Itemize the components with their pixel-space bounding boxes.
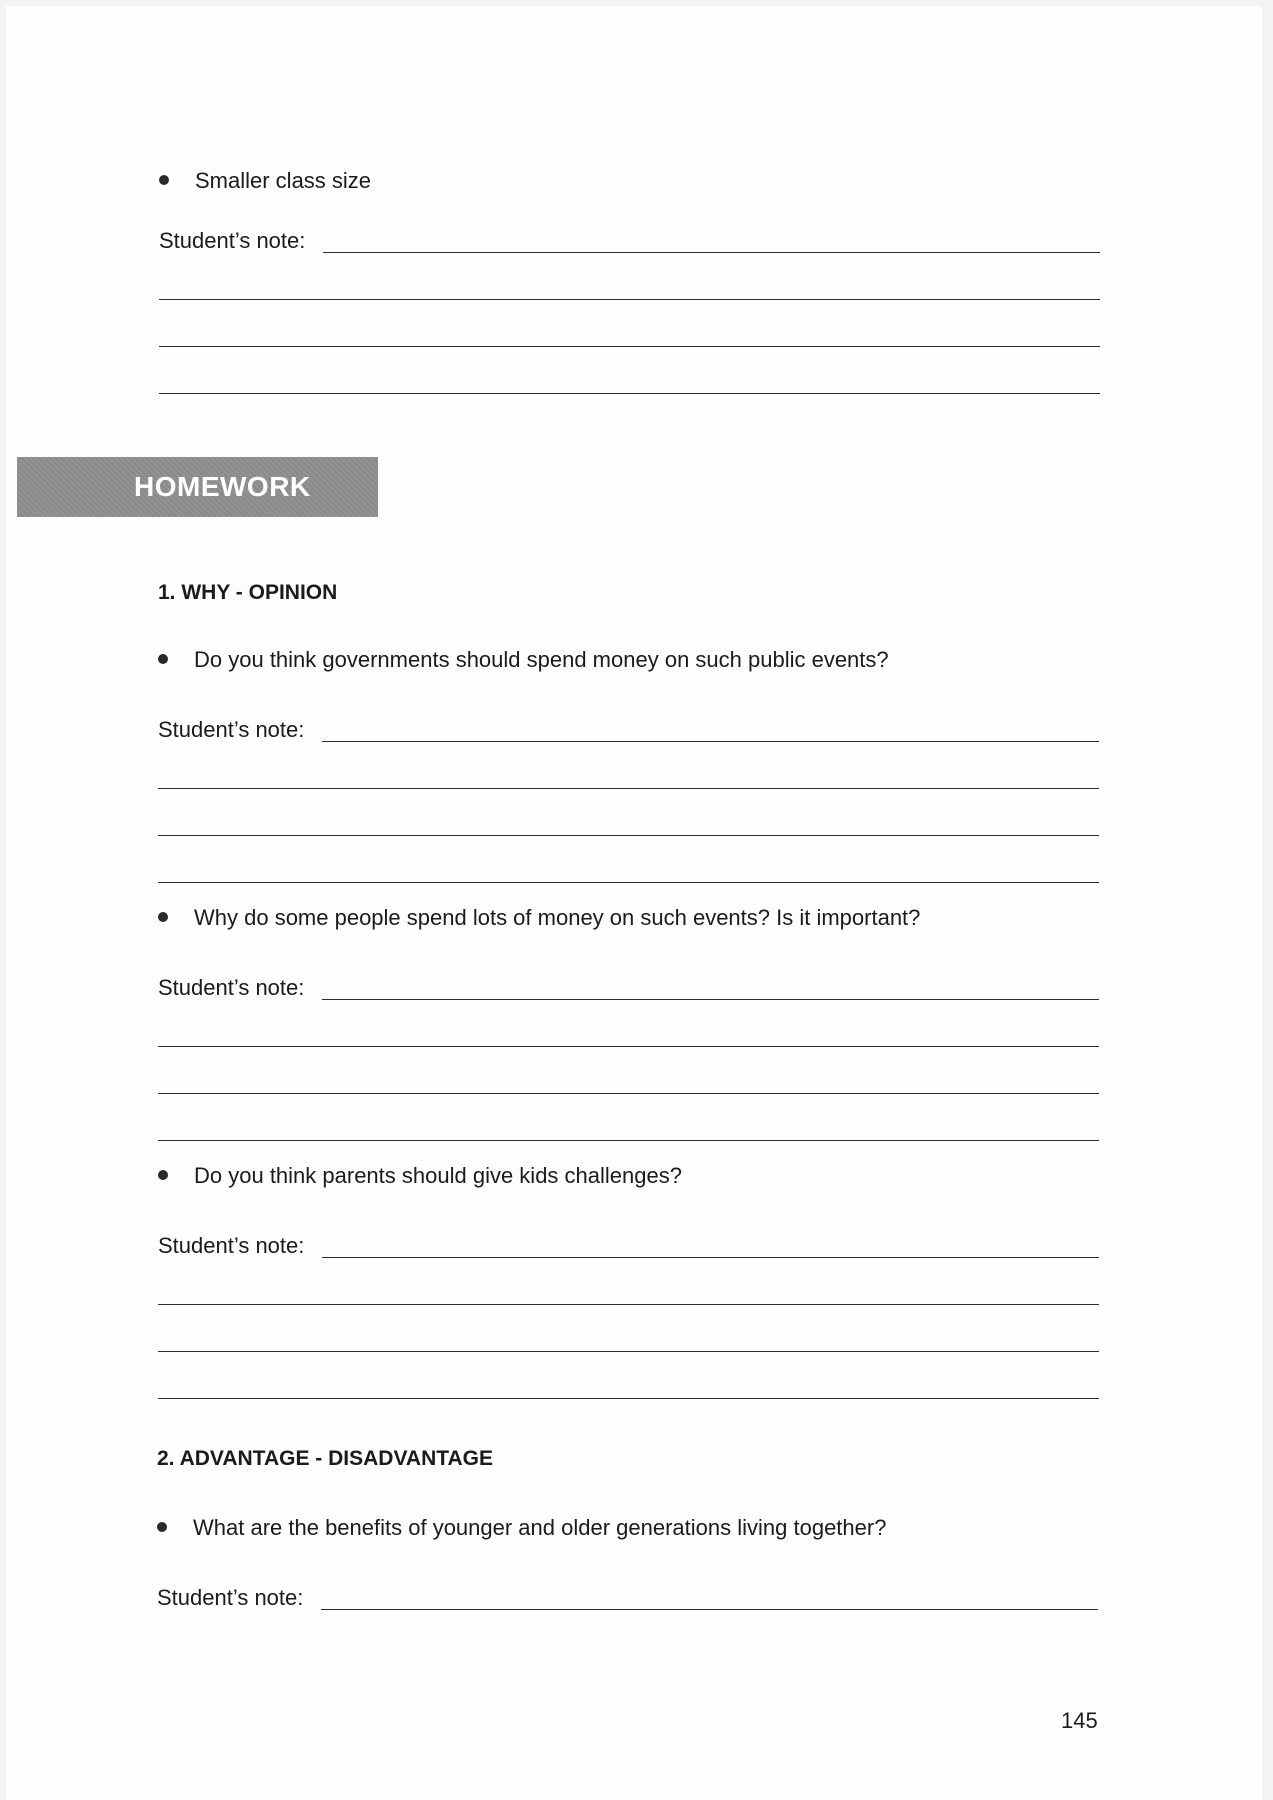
- note-line-field[interactable]: [322, 741, 1099, 742]
- section-title-advantage-disadvantage: 2. ADVANTAGE - DISADVANTAGE: [157, 1447, 494, 1470]
- note-line[interactable]: [158, 1351, 1099, 1352]
- note-line-field[interactable]: [321, 1609, 1098, 1610]
- page-number: 145: [1061, 1708, 1098, 1733]
- note-line[interactable]: [159, 299, 1100, 300]
- bullet-text: Smaller class size: [195, 168, 372, 193]
- bullet-dot: [158, 654, 168, 664]
- question-item: [158, 905, 920, 931]
- note-line[interactable]: [158, 835, 1099, 836]
- homework-banner: [17, 457, 378, 517]
- student-note-label: Student’s note:: [159, 228, 306, 253]
- section-title-why-opinion: 1. WHY - OPINION: [158, 581, 338, 604]
- homework-title: HOMEWORK: [134, 471, 311, 502]
- worksheet-page: [6, 6, 1262, 1800]
- note-line-field[interactable]: [323, 252, 1100, 253]
- note-line[interactable]: [158, 1304, 1099, 1305]
- note-line-field[interactable]: [322, 1257, 1099, 1258]
- bullet-dot: [158, 912, 168, 922]
- student-note-label: Student’s note:: [158, 975, 305, 1000]
- note-line[interactable]: [158, 1398, 1099, 1399]
- question-text: Why do some people spend lots of money on such events? Is it important?: [194, 905, 921, 930]
- note-line[interactable]: [158, 882, 1099, 883]
- student-note-label: Student’s note:: [158, 1233, 305, 1258]
- question-item: [158, 1163, 682, 1189]
- note-line[interactable]: [158, 1093, 1099, 1094]
- note-line-field[interactable]: [322, 999, 1099, 1000]
- note-line[interactable]: [158, 788, 1099, 789]
- bullet-dot: [159, 175, 169, 185]
- question-item: [158, 647, 889, 673]
- bullet-dot: [158, 1170, 168, 1180]
- note-line[interactable]: [158, 1140, 1099, 1141]
- note-line[interactable]: [159, 346, 1100, 347]
- student-note-label: Student’s note:: [157, 1585, 304, 1610]
- question-item: [157, 1515, 886, 1541]
- bullet-dot: [157, 1522, 167, 1532]
- student-note-label: Student’s note:: [158, 717, 305, 742]
- note-line[interactable]: [158, 1046, 1099, 1047]
- bullet-item: [159, 168, 371, 194]
- question-text: Do you think parents should give kids challenges?: [194, 1163, 682, 1188]
- question-text: What are the benefits of younger and older generations living together?: [193, 1515, 887, 1540]
- note-line[interactable]: [159, 393, 1100, 394]
- question-text: Do you think governments should spend money on such public events?: [194, 647, 889, 672]
